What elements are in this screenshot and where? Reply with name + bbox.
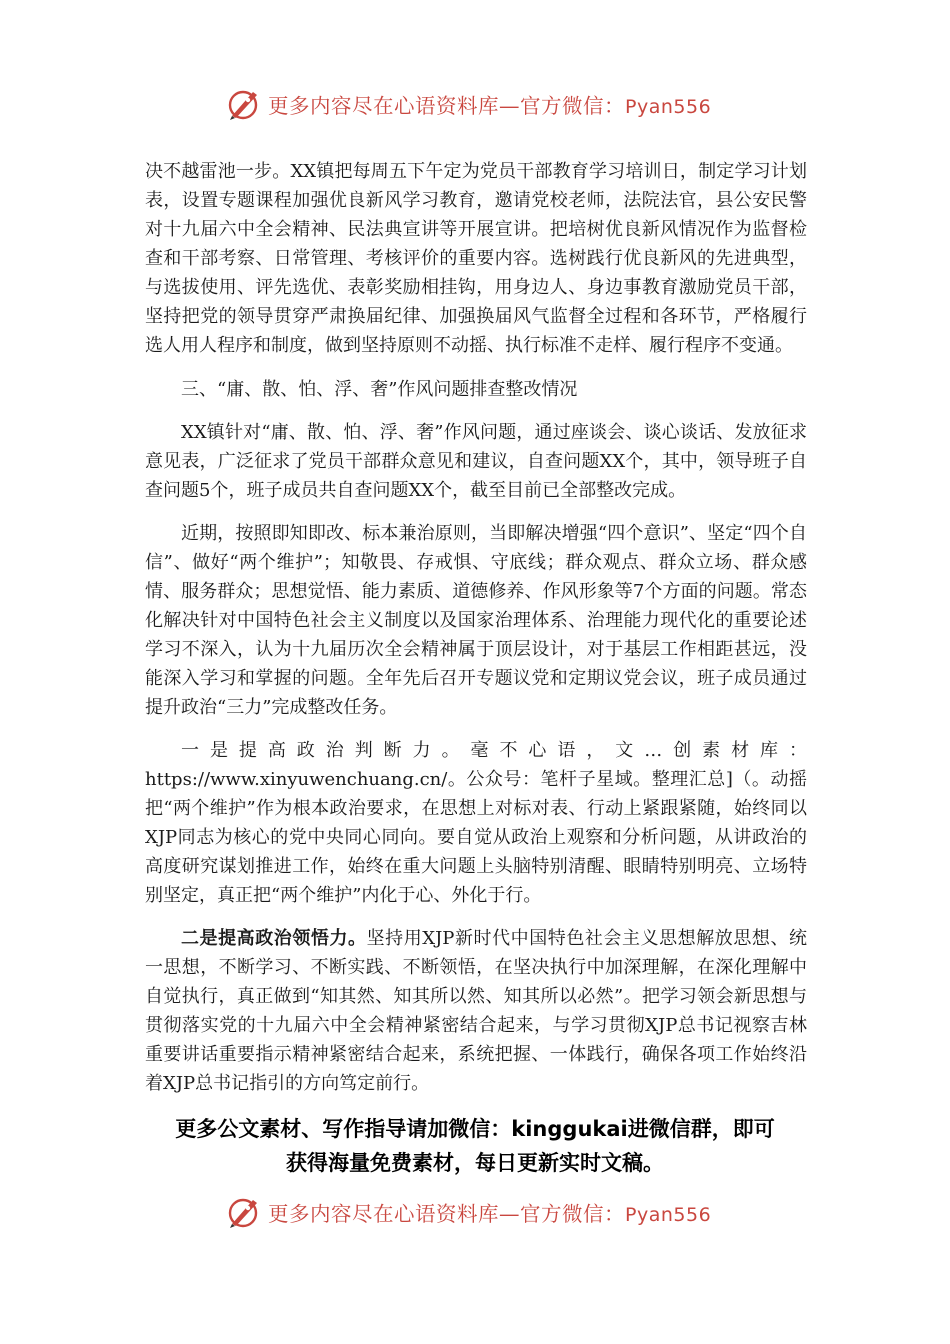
pen-logo-icon — [226, 1194, 262, 1230]
paragraph-5 — [145, 924, 807, 1098]
paragraph-5-text: 坚持用XJP新时代中国特色社会主义思想解放思想、统一思想，不断学习、不断实践、不断领悟，在坚决执行中加深理解，在深化理解中自觉执行，真正做到“知其然、知其所以然、知其所以必然”。把学习领会新思想与贯彻落实党的十九届六中全会精神紧密结合起来，与学习贯彻XJP总书记视察吉林重要讲话重要指示精神紧密结合起来，系统把握、一体践行，确保各项工作始终沿着XJP总书记指引的方向笃定前行。 — [145, 928, 808, 1094]
paragraph-5-lead: 二是提高政治领悟力。 — [181, 928, 367, 949]
promo-block — [100, 1112, 850, 1180]
promo-line-1: 更多公文素材、写作指导请加微信：kinggukai进微信群，即可 — [175, 1117, 775, 1141]
promo-line-2: 获得海量免费素材，每日更新实时文稿。 — [286, 1151, 664, 1175]
pen-logo-icon — [226, 86, 262, 122]
paragraph-2: XX镇针对“庸、散、怕、浮、奢”作风问题，通过座谈会、谈心谈话、发放征求意见表，广泛征求了党员干部群众意见和建议，自查问题XX个，其中，领导班子自查问题5个，班子成员共自查问题XX个，截至目前已全部整改完成。 — [145, 422, 807, 501]
paragraph-1: 决不越雷池一步。XX镇把每周五下午定为党员干部教育学习培训日，制定学习计划表，设置专题课程加强优良新风学习教育，邀请党校老师，法院法官，县公安民警对十九届六中全会精神、民法典宣讲等开展宣讲。把培树优良新风情况作为监督检查和干部考察、日常管理、考核评价的重要内容。选树践行优良新风的先进典型，与选拔使用、评先选优、表彰奖励相挂钩，用身边人、身边事教育激励党员干部，坚持把党的领导贯穿严肃换届纪律、加强换届风气监督全过程和各环节，严格履行选人用人程序和制度，做到坚持原则不动摇、执行标准不走样、履行程序不变通。 — [145, 161, 807, 356]
paragraph-3: 近期，按照即知即改、标本兼治原则，当即解决增强“四个意识”、坚定“四个自信”、做好“两个维护”；知敬畏、存戒惧、守底线；群众观点、群众立场、群众感情、服务群众；思想觉悟、能力素质、道德修养、作风形象等7个方面的问题。常态化解决针对中国特色社会主义制度以及国家治理体系、治理能力现代化的重要论述学习不深入，认为十九届历次全会精神属于顶层设计，对于基层工作相距甚远，没能深入学习和掌握的问题。全年先后召开专题议党和定期议党会议，班子成员通过提升政治“三力”完成整改任务。 — [145, 523, 807, 718]
document-body — [145, 157, 807, 1098]
watermark-id: Pyan556 — [625, 96, 712, 118]
footer-watermark — [226, 1192, 726, 1232]
watermark-id: Pyan556 — [625, 1204, 712, 1226]
header-watermark — [226, 84, 726, 124]
paragraph-4: 一是提高政治判断力。毫不心语，文…创素材库：https://www.xinyuwenchuang.cn/。公众号：笔杆子星域。整理汇总]（。动摇把“两个维护”作为根本政治要求，在思想上对标对表、行动上紧跟紧随，始终同以XJP同志为核心的党中央同心同向。要自觉从政治上观察和分析问题，从讲政治的高度研究谋划推进工作，始终在重大问题上头脑特别清醒、眼睛特别明亮、立场特别坚定，真正把“两个维护”内化于心、外化于行。 — [145, 740, 807, 906]
watermark-text: 更多内容尽在心语资料库—官方微信：Pyan556 — [268, 1202, 712, 1226]
section-heading: 三、“庸、散、怕、浮、奢”作风问题排查整改情况 — [181, 379, 578, 400]
watermark-text: 更多内容尽在心语资料库—官方微信：Pyan556 — [268, 94, 712, 118]
